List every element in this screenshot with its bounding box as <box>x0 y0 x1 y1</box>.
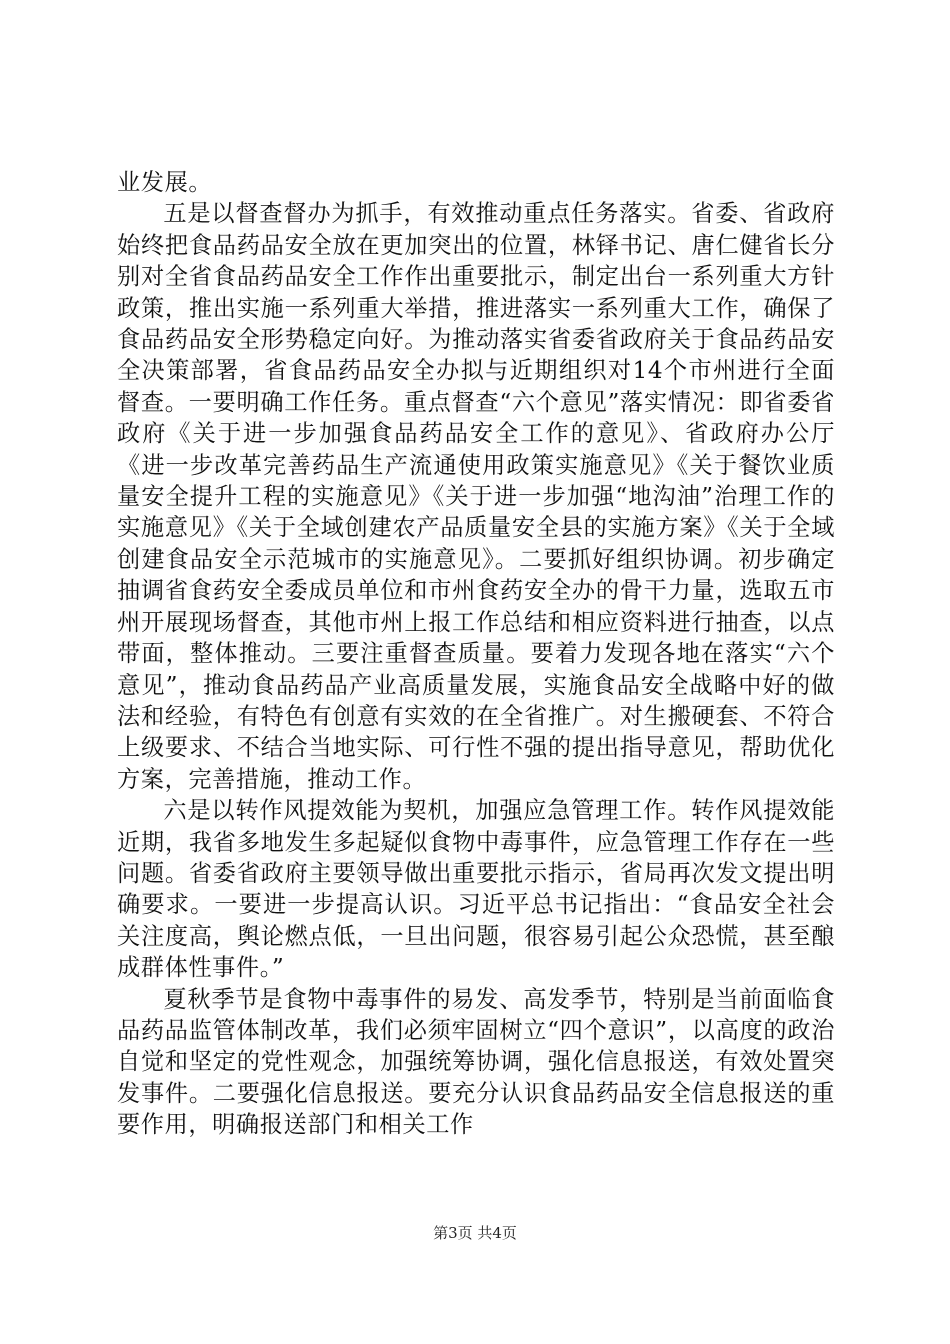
page-number-footer: 第3页 共4页 <box>433 1224 517 1242</box>
document-body <box>117 167 835 1141</box>
paragraph-emergency-management: 六是以转作风提效能为契机，加强应急管理工作。转作风提效能近期，我省多地发生多起疑似食物中毒事件，应急管理工作存在一些问题。省委省政府主要领导做出重要批示指示，省局再次发文提出明确要求。一要进一步提高认识。习近平总书记指出：“食品安全社会关注度高，舆论燃点低，一旦出问题，很容易引起公众恐慌，甚至酿成群体性事件。” <box>117 797 835 982</box>
paragraph-summer-autumn: 夏秋季节是食物中毒事件的易发、高发季节，特别是当前面临食品药品监管体制改革，我们必须牢固树立“四个意识”，以高度的政治自觉和坚定的党性观念，加强统筹协调，强化信息报送，有效处置突发事件。二要强化信息报送。要充分认识食品药品安全信息报送的重要作用，明确报送部门和相关工作 <box>117 985 835 1139</box>
paragraph-supervision: 五是以督查督办为抓手，有效推动重点任务落实。省委、省政府始终把食品药品安全放在更加突出的位置，林铎书记、唐仁健省长分别对全省食品药品安全工作作出重要批示，制定出台一系列重大方针政策，推出实施一系列重大举措，推进落实一系列重大工作，确保了食品药品安全形势稳定向好。为推动落实省委省政府关于食品药品安全决策部署，省食品药品安全办拟与近期组织对14个市州进行全面督查。一要明确工作任务。重点督查“六个意见”落实情况：即省委省政府《关于进一步加强食品药品安全工作的意见》、省政府办公厅《进一步改革完善药品生产流通使用政策实施意见》《关于餐饮业质量安全提升工程的实施意见》《关于进一步加强“地沟油”治理工作的实施意见》《关于全域创建农产品质量安全县的实施方案》《关于全域创建食品安全示范城市的实施意见》。二要抓好组织协调。初步确定抽调省食药安全委成员单位和市州食药安全办的骨干力量，选取五市州开展现场督查，其他市州上报工作总结和相应资料进行抽查，以点带面，整体推动。三要注重督查质量。要着力发现各地在落实“六个意见”，推动食品药品产业高质量发展，实施食品安全战略中好的做法和经验，有特色有创意有实效的在全省推广。对生搬硬套、不符合上级要求、不结合当地实际、可行性不强的提出指导意见，帮助优化方案，完善措施，推动工作。 <box>117 200 835 793</box>
paragraph-continuation: 业发展。 <box>117 169 213 196</box>
